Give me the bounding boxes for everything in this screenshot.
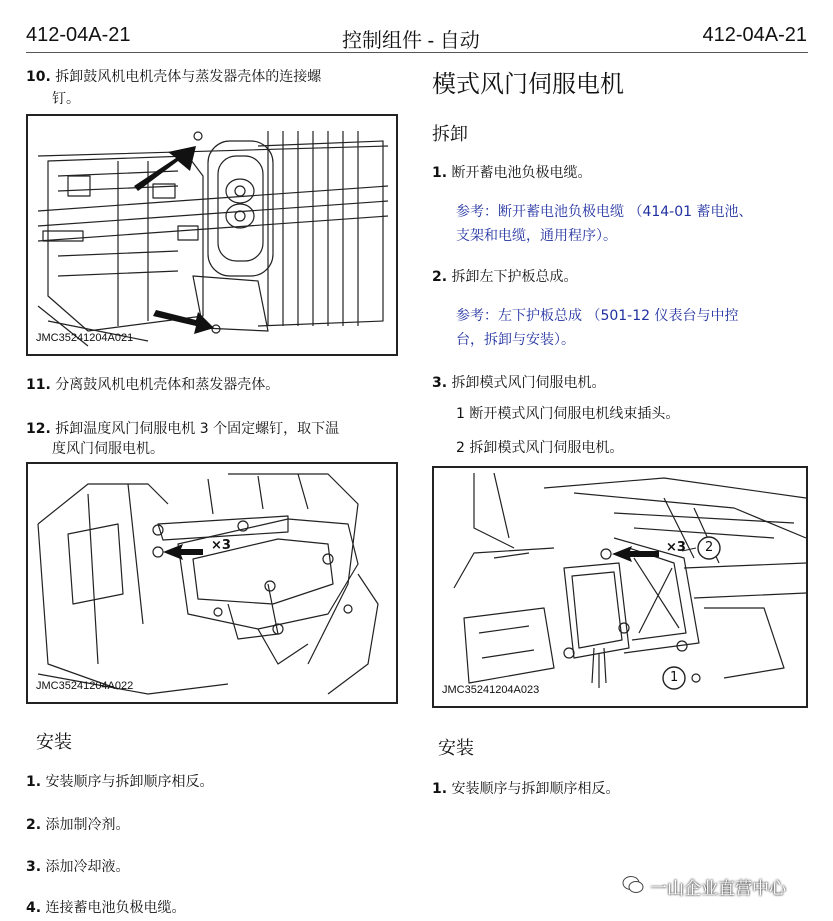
right-step-2-number: 2. bbox=[432, 269, 448, 285]
figure-temp-servo-callout: ×3 bbox=[211, 538, 231, 553]
reference-2[interactable] bbox=[456, 304, 739, 352]
left-install-step-3 bbox=[26, 856, 130, 878]
left-install-step-1 bbox=[26, 771, 214, 793]
figure-blower-housing bbox=[26, 114, 398, 356]
install-step-text: 安装顺序与拆卸顺序相反。 bbox=[45, 774, 214, 790]
right-install-step-number: 1. bbox=[432, 781, 448, 797]
step-12-number: 12. bbox=[26, 421, 51, 437]
right-substep-1: 1 断开模式风门伺服电机线束插头。 bbox=[456, 406, 680, 422]
reference-2-line2[interactable]: 台，拆卸与安装）。 bbox=[456, 332, 575, 348]
figure-mode-servo-callout: ×3 bbox=[666, 540, 686, 555]
right-step-2-text: 拆卸左下护板总成。 bbox=[451, 269, 578, 285]
right-step-1-text: 断开蓄电池负极电缆。 bbox=[451, 165, 592, 181]
step-10 bbox=[26, 66, 321, 88]
page-code-right: 412-04A-21 bbox=[702, 24, 807, 46]
figure-temp-servo-id: JMC35241204A022 bbox=[36, 680, 134, 692]
figure-mode-servo-drawing bbox=[434, 468, 806, 706]
right-install-step-text: 安装顺序与拆卸顺序相反。 bbox=[451, 781, 620, 797]
right-step-1 bbox=[432, 162, 592, 184]
right-step-3 bbox=[432, 372, 606, 394]
right-install-step-1 bbox=[432, 778, 620, 800]
install-step-number: 4. bbox=[26, 900, 42, 916]
right-install-heading: 安装 bbox=[438, 738, 474, 759]
wechat-icon bbox=[622, 874, 644, 896]
step-11-number: 11. bbox=[26, 377, 51, 393]
page-code-left: 412-04A-21 bbox=[26, 24, 131, 46]
step-12 bbox=[26, 418, 339, 440]
right-substep-2: 2 拆卸模式风门伺服电机。 bbox=[456, 440, 624, 456]
figure-mode-servo bbox=[432, 466, 808, 708]
install-step-number: 1. bbox=[26, 774, 42, 790]
step-11 bbox=[26, 374, 279, 396]
left-install-heading: 安装 bbox=[36, 732, 72, 753]
step-10-number: 10. bbox=[26, 69, 51, 85]
figure-temp-servo-drawing bbox=[28, 464, 396, 702]
figure-mode-servo-label-2: 2 bbox=[705, 540, 714, 555]
right-step-3-text: 拆卸模式风门伺服电机。 bbox=[451, 375, 606, 391]
watermark-text: 一山企业直营中心 bbox=[650, 879, 786, 899]
section-title: 模式风门伺服电机 bbox=[432, 70, 624, 98]
step-10-line1: 拆卸鼓风机电机壳体与蒸发器壳体的连接螺 bbox=[55, 69, 322, 85]
header-rule bbox=[26, 52, 808, 53]
reference-1-line2[interactable]: 支架和电缆，通用程序）。 bbox=[456, 228, 617, 244]
right-step-3-number: 3. bbox=[432, 375, 448, 391]
reference-1[interactable] bbox=[456, 200, 753, 248]
install-step-text: 添加制冷剂。 bbox=[45, 817, 130, 833]
install-step-number: 2. bbox=[26, 817, 42, 833]
reference-1-line1[interactable]: 参考：断开蓄电池负极电缆 （414-01 蓄电池、 bbox=[456, 204, 753, 220]
step-12-line2: 度风门伺服电机。 bbox=[52, 441, 164, 457]
reference-2-line1[interactable]: 参考：左下护板总成 （501-12 仪表台与中控 bbox=[456, 308, 739, 324]
install-step-number: 3. bbox=[26, 859, 42, 875]
step-10-line2: 钉。 bbox=[52, 91, 80, 107]
left-install-step-4 bbox=[26, 897, 186, 919]
figure-temp-servo bbox=[26, 462, 398, 704]
figure-mode-servo-id: JMC35241204A023 bbox=[442, 684, 540, 696]
figure-mode-servo-label-1: 1 bbox=[670, 670, 679, 685]
install-step-text: 连接蓄电池负极电缆。 bbox=[45, 900, 186, 916]
left-install-step-2 bbox=[26, 814, 130, 836]
figure-blower-housing-id: JMC35241204A021 bbox=[36, 332, 134, 344]
step-12-line1: 拆卸温度风门伺服电机 3 个固定螺钉，取下温 bbox=[55, 421, 340, 437]
remove-heading: 拆卸 bbox=[432, 124, 468, 145]
install-step-text: 添加冷却液。 bbox=[45, 859, 130, 875]
right-step-2 bbox=[432, 266, 578, 288]
page-title: 控制组件 - 自动 bbox=[342, 30, 480, 52]
figure-blower-housing-drawing bbox=[28, 116, 396, 354]
right-step-1-number: 1. bbox=[432, 165, 448, 181]
step-11-text: 分离鼓风机电机壳体和蒸发器壳体。 bbox=[55, 377, 280, 393]
